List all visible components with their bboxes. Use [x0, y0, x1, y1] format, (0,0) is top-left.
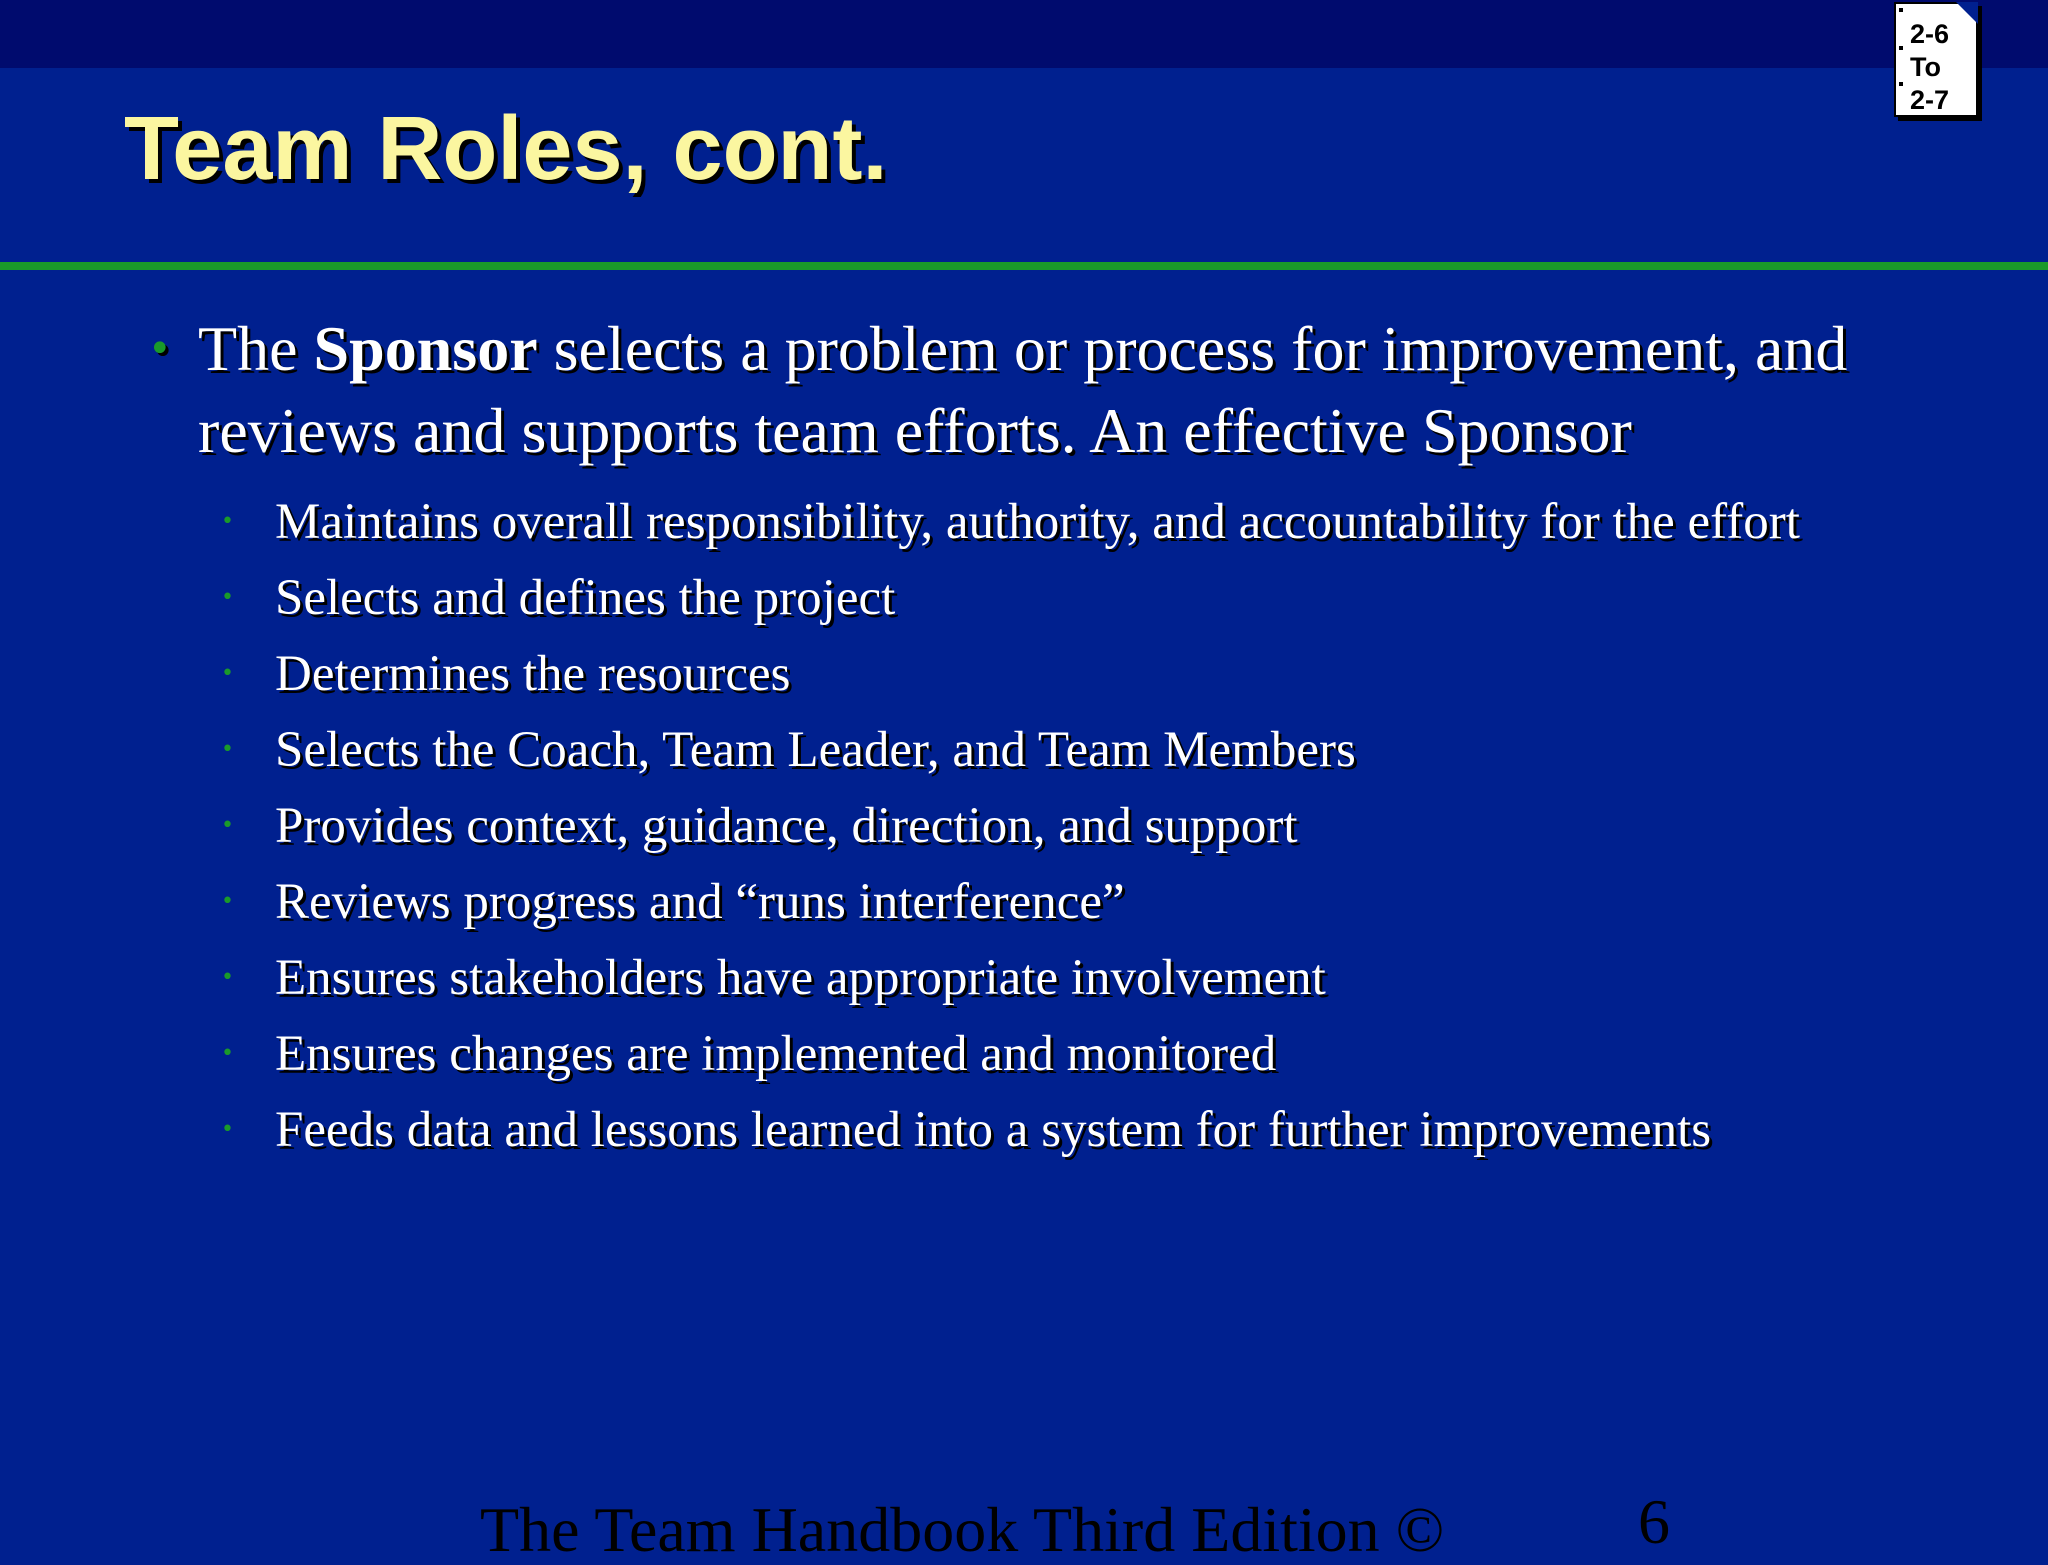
sub-bullet-text: Provides context, guidance, direction, and support	[275, 798, 1298, 854]
page-ref-line: To	[1910, 52, 1941, 82]
sub-bullet	[221, 720, 1875, 780]
bullet-dot-icon: •	[221, 889, 234, 914]
sub-bullet	[221, 948, 1875, 1008]
bullet-dot-icon: •	[221, 509, 234, 534]
bullet-dot-icon: •	[221, 661, 234, 686]
page-ref-line: 2-6	[1910, 19, 1950, 49]
sub-bullet-list	[221, 492, 1975, 1176]
sub-bullet-text: Determines the resources	[275, 646, 791, 702]
main-bullet-text-after: selects a problem or process for improvement, and reviews and supports team efforts. An effective Sponsor	[198, 313, 1848, 466]
sub-bullet-text: Reviews progress and “runs interference”	[275, 874, 1125, 930]
bullet-dot-icon: •	[221, 813, 234, 838]
main-bullet	[148, 308, 1898, 472]
sub-bullet-text: Maintains overall responsibility, authority, and accountability for the effort	[275, 494, 1800, 550]
sub-bullet	[221, 1024, 1875, 1084]
page-number: 6	[1638, 1486, 1670, 1557]
sub-bullet	[221, 1100, 1875, 1160]
bullet-dot-icon: •	[221, 737, 234, 762]
sub-bullet	[221, 796, 1875, 856]
bullet-dot-icon: •	[221, 1041, 234, 1066]
footer-credit: The Team Handbook Third Edition ©	[480, 1494, 1445, 1565]
sub-bullet-text: Feeds data and lessons learned into a system for further improvements	[275, 1102, 1712, 1158]
sub-bullet	[221, 644, 1875, 704]
sub-bullet-text: Ensures changes are implemented and monitored	[275, 1026, 1277, 1082]
sub-bullet-text: Selects and defines the project	[275, 570, 896, 626]
sub-bullet-text: Ensures stakeholders have appropriate involvement	[275, 950, 1326, 1006]
slide-title: Team Roles, cont.	[124, 99, 888, 199]
sub-bullet-text: Selects the Coach, Team Leader, and Team Members	[275, 722, 1356, 778]
main-bullet-text-before: The	[198, 313, 314, 384]
main-bullet-bold: Sponsor	[313, 313, 538, 384]
sub-bullet	[221, 568, 1875, 628]
sub-bullet	[221, 492, 1875, 552]
bullet-dot-icon: •	[148, 326, 172, 372]
bullet-dot-icon: •	[221, 965, 234, 990]
sub-bullet	[221, 872, 1875, 932]
bullet-dot-icon: •	[221, 585, 234, 610]
bullet-dot-icon: •	[221, 1117, 234, 1142]
page-ref-line: 2-7	[1910, 85, 1950, 115]
